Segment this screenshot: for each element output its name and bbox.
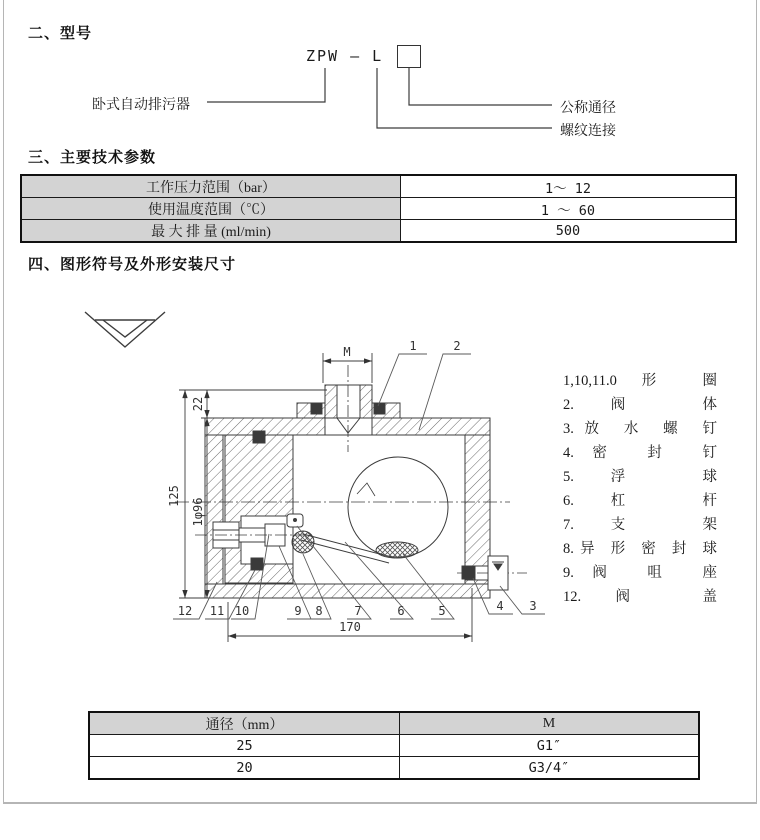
param-name: 工作压力范围（bar）	[21, 175, 401, 198]
seal-pin	[462, 566, 475, 579]
model-code: ZPW — L	[306, 47, 384, 65]
parts-list-item: 7.支 架	[563, 517, 717, 533]
table-row	[89, 757, 699, 780]
dim-1phi96: 1φ96	[191, 497, 205, 527]
dim-M: M	[343, 345, 351, 359]
dim-170: 170	[339, 620, 361, 634]
param-value: 1～ 12	[401, 175, 737, 198]
spec-placeholder-box	[397, 45, 421, 68]
callout-8: 8	[315, 604, 323, 618]
section-title-drawing: 四、图形符号及外形安装尺寸	[28, 256, 237, 273]
o-ring-seal	[374, 403, 385, 414]
o-ring-seal	[253, 431, 265, 443]
size-m: G3/4″	[400, 757, 700, 780]
callout-9: 9	[294, 604, 302, 618]
param-value: 1 ～ 60	[401, 198, 737, 220]
size-table	[88, 711, 700, 780]
label-thread-connection: 螺纹连接	[560, 124, 616, 139]
auto-drain-symbol-icon	[85, 312, 165, 347]
parts-list-item: 6.杠 杆	[563, 493, 717, 509]
dim-22: 22	[191, 396, 205, 412]
parts-list-item: 3.放 水 螺 钉	[563, 421, 717, 437]
size-m: G1″	[400, 735, 700, 757]
parts-list	[563, 369, 717, 609]
size-dn: 20	[89, 757, 400, 780]
param-name: 最 大 排 量 (ml/min)	[21, 220, 401, 243]
parts-list-item: 8.异 形 密 封 球	[563, 541, 717, 557]
callout-10: 10	[234, 604, 250, 618]
param-value: 500	[401, 220, 737, 243]
table-row	[21, 175, 736, 198]
callout-3: 3	[529, 599, 537, 613]
connector-nominal	[409, 68, 552, 105]
valve-cover	[225, 431, 293, 583]
drain-screw	[488, 556, 508, 590]
connector-product	[207, 68, 325, 102]
connector-thread	[377, 68, 552, 128]
table-row	[21, 220, 736, 243]
section-title-model: 二、型号	[28, 25, 93, 42]
callout-5: 5	[438, 604, 446, 618]
parts-list-item: 9.阀 咀 座	[563, 565, 717, 581]
size-col-header-m: M	[400, 712, 700, 735]
callout-11: 11	[209, 604, 225, 618]
callout-12: 12	[177, 604, 193, 618]
callout-2: 2	[453, 339, 461, 353]
table-header-row	[89, 712, 699, 735]
parts-list-item: 4.密 封 钉	[563, 445, 717, 461]
size-col-header-dn: 通径（mm）	[89, 712, 400, 735]
callout-6: 6	[397, 604, 405, 618]
float-ball	[348, 457, 448, 558]
section-title-params: 三、主要技术参数	[28, 149, 157, 166]
parts-list-item: 12.阀 盖	[563, 589, 717, 605]
table-row	[21, 198, 736, 220]
o-ring-seal	[311, 403, 322, 414]
size-dn: 25	[89, 735, 400, 757]
param-name: 使用温度范围（℃）	[21, 198, 401, 220]
callout-4: 4	[496, 599, 504, 613]
parts-list-item: 5.浮 球	[563, 469, 717, 485]
callout-7: 7	[354, 604, 362, 618]
dim-125: 125	[167, 485, 181, 507]
callout-1: 1	[409, 339, 417, 353]
parts-list-item: 2.阀 体	[563, 397, 717, 413]
o-ring-seal	[251, 558, 263, 570]
top-port	[297, 365, 400, 452]
label-nominal-diameter: 公称通径	[560, 101, 616, 116]
table-row	[89, 735, 699, 757]
valve-cross-section-drawing	[45, 290, 550, 690]
label-product-type: 卧式自动排污器	[92, 98, 190, 113]
parts-list-item: 1,10,11.0 形 圈	[563, 373, 717, 389]
params-table	[20, 174, 737, 243]
